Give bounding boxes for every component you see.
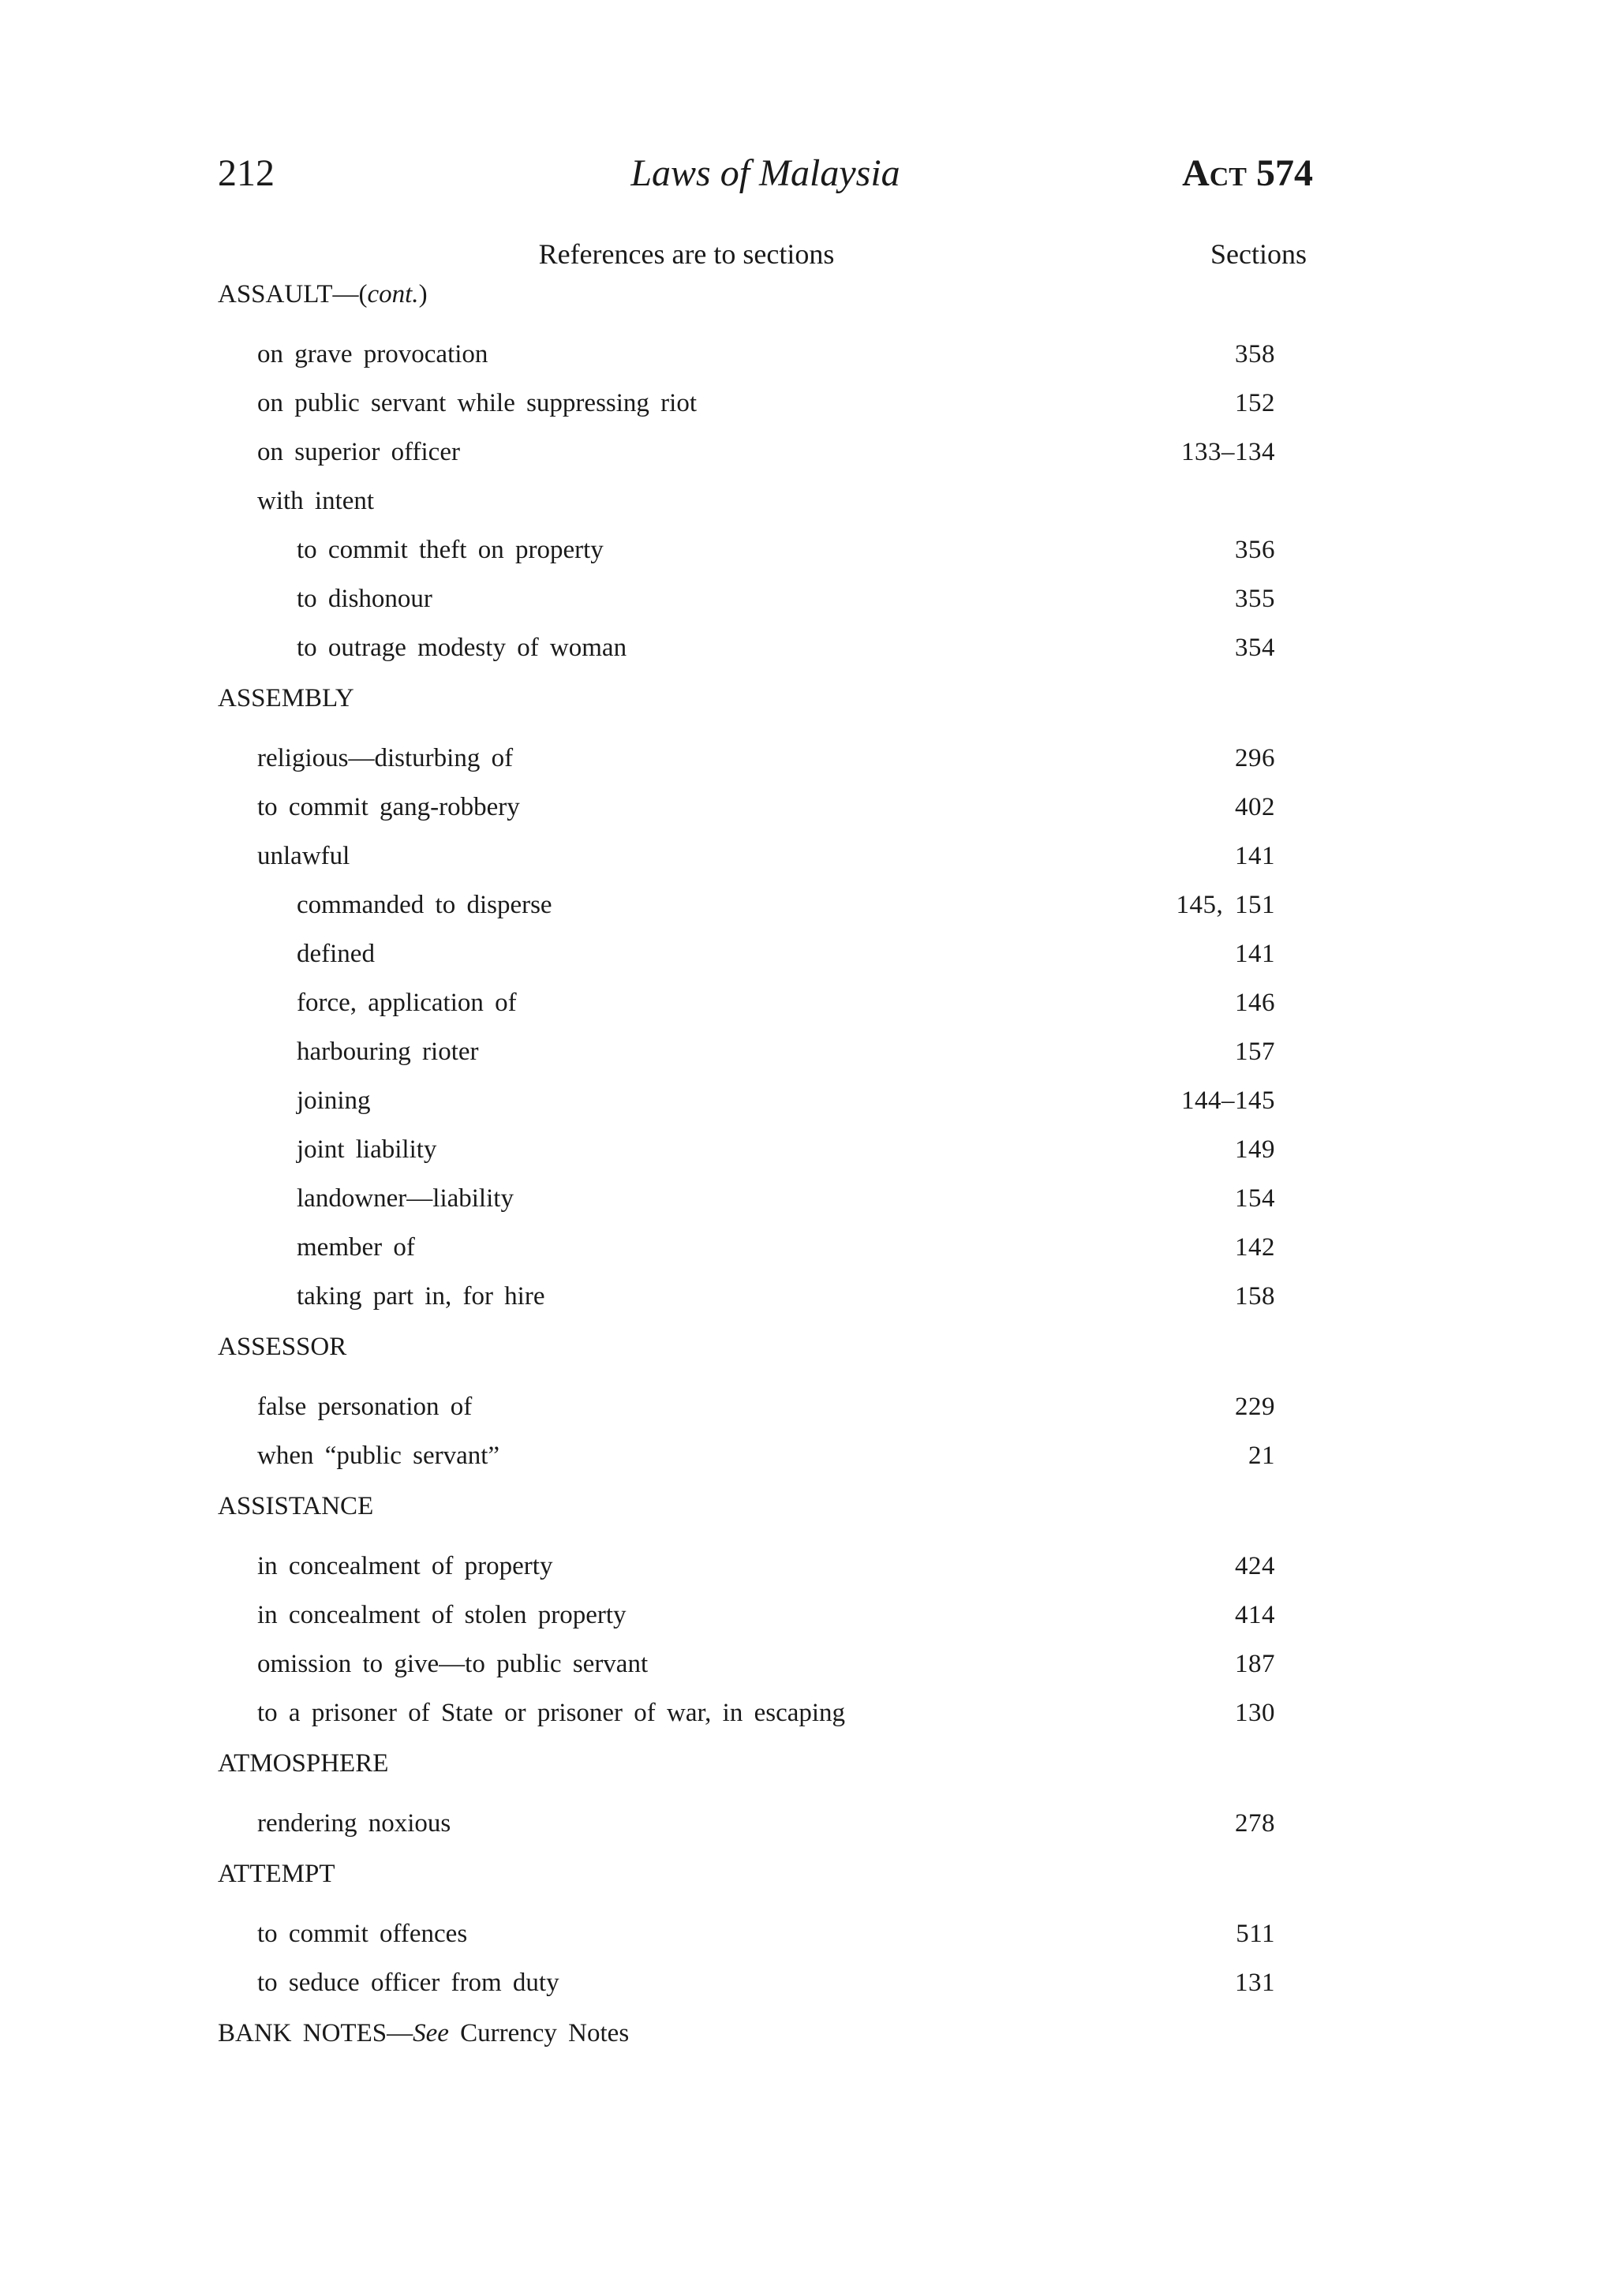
entry-term: to outrage modesty of woman	[297, 634, 627, 662]
heading-text: ASSAULT—(	[218, 280, 368, 309]
entry-term: in concealment of stolen property	[257, 1601, 627, 1629]
entry-term: taking part in, for hire	[297, 1282, 545, 1311]
index-subentry	[218, 929, 1275, 978]
index-subentry	[218, 1125, 1275, 1174]
entry-section-ref: 296	[1235, 744, 1275, 772]
index-entry	[218, 1909, 1275, 1958]
entry-section-ref: 229	[1235, 1393, 1275, 1421]
entry-section-ref: 141	[1235, 842, 1275, 870]
entry-term: rendering noxious	[257, 1809, 451, 1838]
index-entry	[218, 379, 1275, 428]
entry-section-ref: 358	[1235, 340, 1275, 368]
heading-text: ATMOSPHERE	[218, 1749, 389, 1778]
see-reference-marker: See	[413, 2019, 449, 2047]
index-entry	[218, 1382, 1275, 1431]
heading-text: ATTEMPT	[218, 1860, 335, 1888]
index-entry	[218, 783, 1275, 832]
index-subentry	[218, 978, 1275, 1027]
entry-section-ref: 149	[1235, 1135, 1275, 1164]
entry-term: when “public servant”	[257, 1442, 500, 1470]
entry-section-ref: 511	[1236, 1920, 1275, 1948]
entry-term: with intent	[257, 487, 375, 515]
sections-column-heading: Sections	[1210, 238, 1307, 270]
index-subentry	[218, 1027, 1275, 1076]
entry-term: on superior officer	[257, 438, 460, 466]
entry-section-ref: 154	[1235, 1184, 1275, 1213]
index-entry	[218, 330, 1275, 379]
heading-text: ASSEMBLY	[218, 684, 354, 712]
index-subentry	[218, 1223, 1275, 1272]
entry-section-ref: 21	[1248, 1442, 1275, 1470]
entry-section-ref: 402	[1235, 793, 1275, 821]
index-entry	[218, 1640, 1275, 1688]
index-subentry	[218, 1076, 1275, 1125]
index-heading-bank-notes	[218, 2017, 1275, 2069]
index-heading-attempt	[218, 1857, 1275, 1909]
entry-term: to seduce officer from duty	[257, 1969, 559, 1997]
index-list	[218, 278, 1275, 2069]
entry-section-ref: 152	[1235, 389, 1275, 417]
entry-section-ref: 144–145	[1181, 1086, 1275, 1115]
heading-text: ASSISTANCE	[218, 1492, 374, 1520]
index-entry	[218, 1688, 1275, 1737]
entry-section-ref: 145, 151	[1176, 891, 1275, 919]
entry-term: to commit gang-robbery	[257, 793, 520, 821]
entry-section-ref: 278	[1235, 1809, 1275, 1838]
index-subentry	[218, 574, 1275, 623]
index-heading-assessor	[218, 1330, 1275, 1382]
entry-term: member of	[297, 1233, 415, 1262]
index-heading-atmosphere	[218, 1747, 1275, 1799]
index-heading-assistance	[218, 1490, 1275, 1542]
references-column-heading: References are to sections	[538, 238, 835, 270]
entry-section-ref: 133–134	[1181, 438, 1275, 466]
index-entry	[218, 1799, 1275, 1848]
entry-section-ref: 187	[1235, 1650, 1275, 1678]
index-subentry	[218, 1272, 1275, 1321]
entry-section-ref: 146	[1235, 989, 1275, 1017]
entry-term: to commit theft on property	[297, 536, 604, 564]
entry-term: religious—disturbing of	[257, 744, 514, 772]
entry-section-ref: 141	[1235, 940, 1275, 968]
entry-section-ref: 356	[1235, 536, 1275, 564]
entry-section-ref: 131	[1235, 1969, 1275, 1997]
entry-section-ref: 142	[1235, 1233, 1275, 1262]
heading-cont-marker: cont.	[367, 280, 419, 309]
entry-term: harbouring rioter	[297, 1038, 479, 1066]
index-subentry	[218, 1174, 1275, 1223]
entry-term: to dishonour	[297, 585, 432, 613]
index-entry	[218, 1591, 1275, 1640]
act-label: Act 574	[1182, 152, 1313, 194]
heading-text: BANK NOTES—	[218, 2019, 413, 2047]
heading-text: ASSESSOR	[218, 1333, 347, 1361]
index-entry	[218, 734, 1275, 783]
entry-term: commanded to disperse	[297, 891, 552, 919]
entry-section-ref: 354	[1235, 634, 1275, 662]
entry-term: on grave provocation	[257, 340, 488, 368]
entry-term: joining	[297, 1086, 371, 1115]
index-subentry	[218, 623, 1275, 672]
index-heading-assault	[218, 278, 1275, 330]
index-entry	[218, 1958, 1275, 2007]
entry-section-ref: 414	[1235, 1601, 1275, 1629]
page-number: 212	[218, 152, 275, 194]
entry-term: to a prisoner of State or prisoner of war, in escaping	[257, 1699, 846, 1727]
index-subentry	[218, 881, 1275, 929]
entry-section-ref: 424	[1235, 1552, 1275, 1580]
running-title: Laws of Malaysia	[630, 152, 900, 194]
index-entry	[218, 1431, 1275, 1480]
entry-term: to commit offences	[257, 1920, 468, 1948]
entry-term: defined	[297, 940, 375, 968]
entry-term: unlawful	[257, 842, 350, 870]
entry-section-ref: 158	[1235, 1282, 1275, 1311]
index-subentry	[218, 525, 1275, 574]
index-entry	[218, 477, 1275, 525]
entry-term: on public servant while suppressing riot	[257, 389, 698, 417]
entry-term: joint liability	[297, 1135, 437, 1164]
entry-section-ref: 355	[1235, 585, 1275, 613]
entry-term: false personation of	[257, 1393, 473, 1421]
index-heading-assembly	[218, 682, 1275, 734]
index-entry	[218, 428, 1275, 477]
cross-reference-target: Currency Notes	[448, 2019, 630, 2047]
entry-term: in concealment of property	[257, 1552, 553, 1580]
index-entry	[218, 832, 1275, 881]
index-entry	[218, 1542, 1275, 1591]
entry-section-ref: 130	[1235, 1699, 1275, 1727]
entry-section-ref: 157	[1235, 1038, 1275, 1066]
entry-term: force, application of	[297, 989, 517, 1017]
entry-term: omission to give—to public servant	[257, 1650, 649, 1678]
heading-close: )	[418, 280, 428, 309]
entry-term: landowner—liability	[297, 1184, 514, 1213]
